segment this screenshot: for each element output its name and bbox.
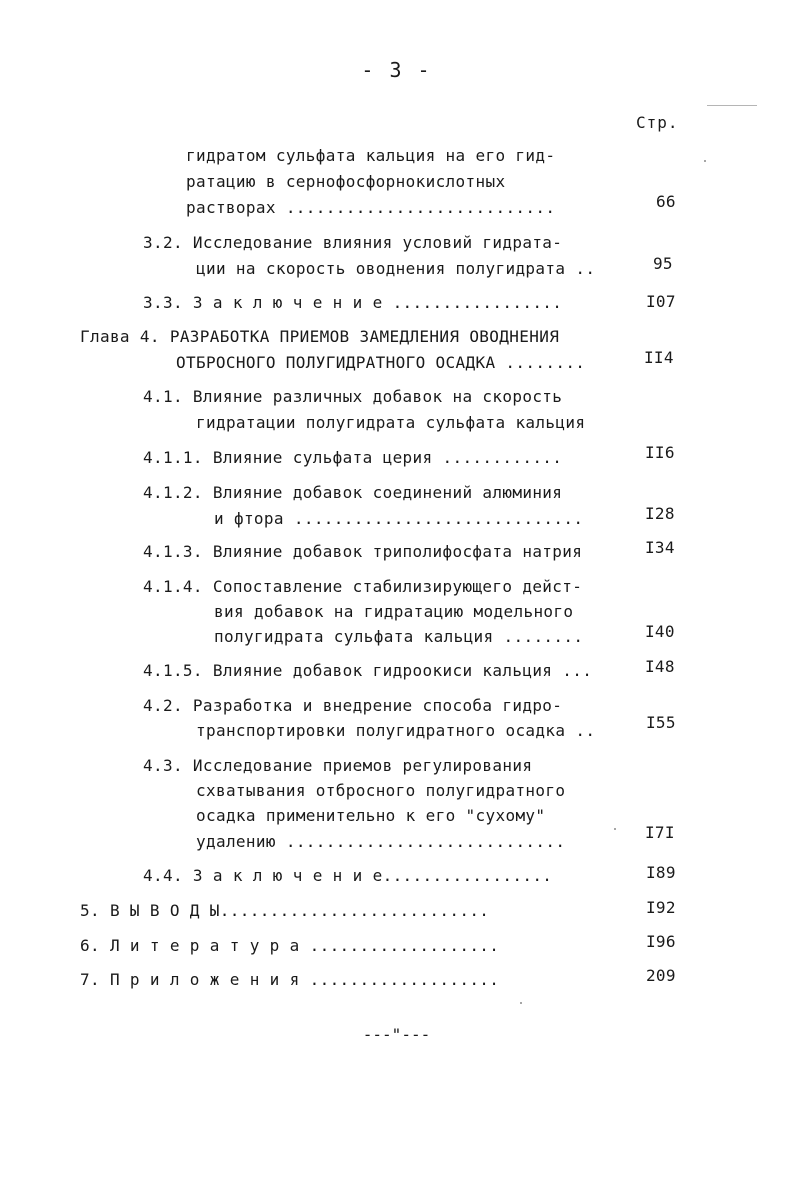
toc-entry-line: растворах ........................... (186, 198, 556, 217)
toc-entry-line: транспортировки полугидратного осадка .. (196, 721, 596, 740)
toc-entry-line: 4.1.4. Сопоставление стабилизирующего дейст- (143, 577, 583, 596)
toc-entry-line: 4.3. Исследование приемов регулирования (143, 756, 533, 775)
scan-artifact-line (707, 105, 757, 106)
toc-page-number: I7I (645, 823, 675, 842)
toc-entry-line: 5. В Ы В О Д Ы........................... (80, 901, 490, 920)
toc-entry-line: ратацию в сернофосфорнокислотных (186, 172, 506, 191)
toc-entry-line: 6. Л и т е р а т у р а ................... (80, 936, 500, 955)
toc-entry-line: гидратом сульфата кальция на его гид- (186, 146, 556, 165)
toc-page-number: I34 (645, 538, 675, 557)
page-column-header: Стр. (636, 113, 679, 132)
toc-page-number: I28 (645, 504, 675, 523)
toc-entry-line: схватывания отбросного полугидратного (196, 781, 566, 800)
toc-page-number: II4 (644, 348, 674, 367)
toc-entry-line: ции на скорость оводнения полугидрата .. (196, 259, 596, 278)
scan-speck (704, 160, 706, 162)
toc-entry-line: 3.2. Исследование влияния условий гидрата- (143, 233, 563, 252)
toc-entry-line: 4.2. Разработка и внедрение способа гидро- (143, 696, 563, 715)
scan-speck (520, 1002, 522, 1004)
toc-page-number: I07 (646, 292, 676, 311)
toc-entry-line: 4.1.3. Влияние добавок триполифосфата натрия (143, 542, 583, 561)
toc-page-number: I89 (646, 863, 676, 882)
toc-entry-line: 4.4. З а к л ю ч е н и е................. (143, 866, 553, 885)
toc-page-number: I55 (646, 713, 676, 732)
toc-entry-line: Глава 4. РАЗРАБОТКА ПРИЕМОВ ЗАМЕДЛЕНИЯ ОВОДНЕНИЯ (80, 327, 560, 346)
end-mark: ---"--- (362, 1025, 431, 1044)
scan-speck (614, 828, 616, 830)
toc-entry-line: и фтора ............................. (214, 509, 584, 528)
toc-page-number: I96 (646, 932, 676, 951)
toc-entry-line: 3.3. З а к л ю ч е н и е ................. (143, 293, 563, 312)
toc-entry-line: 7. П р и л о ж е н и я ................... (80, 970, 500, 989)
toc-page-number: I40 (645, 622, 675, 641)
toc-page-number: 95 (653, 254, 673, 273)
toc-page-number: 209 (646, 966, 676, 985)
toc-entry-line: гидратации полугидрата сульфата кальция (196, 413, 586, 432)
toc-entry-line: 4.1.2. Влияние добавок соединений алюминия (143, 483, 563, 502)
toc-entry-line: удалению ............................ (196, 832, 566, 851)
toc-page-number: I48 (645, 657, 675, 676)
toc-entry-line: 4.1. Влияние различных добавок на скорость (143, 387, 563, 406)
page-number: - 3 - (361, 58, 432, 82)
toc-entry-line: полугидрата сульфата кальция ........ (214, 627, 584, 646)
toc-entry-line: вия добавок на гидратацию модельного (214, 602, 574, 621)
toc-entry-line: 4.1.5. Влияние добавок гидроокиси кальция ... (143, 661, 593, 680)
toc-entry-line: ОТБРОСНОГО ПОЛУГИДРАТНОГО ОСАДКА ........ (176, 353, 586, 372)
toc-page-number: I92 (646, 898, 676, 917)
toc-entry-line: осадка применительно к его "сухому" (196, 806, 546, 825)
toc-page-number: 66 (656, 192, 676, 211)
toc-entry-line: 4.1.1. Влияние сульфата церия ............ (143, 448, 563, 467)
toc-page-number: II6 (645, 443, 675, 462)
